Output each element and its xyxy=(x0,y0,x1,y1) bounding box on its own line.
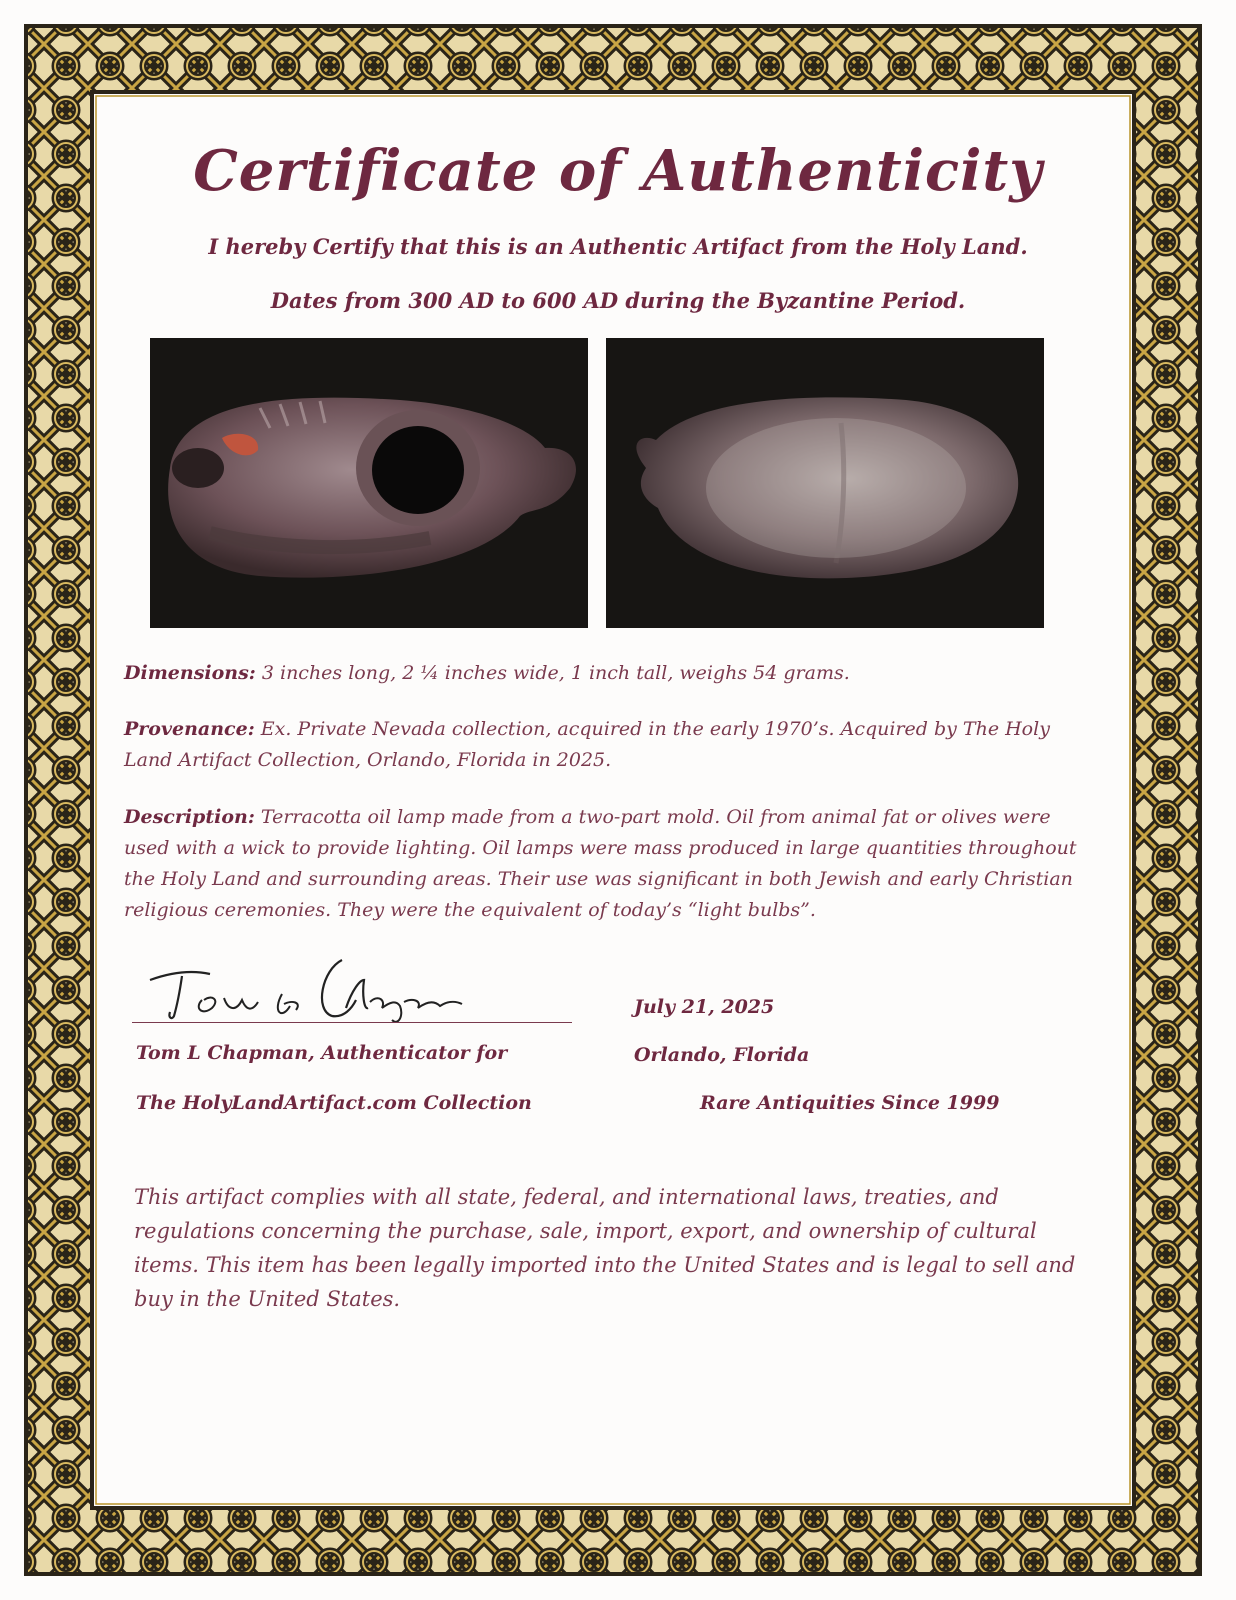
legal-compliance-text: This artifact complies with all state, federal, and international laws, treaties, and regulations concerning the purchase, sale, import, export, and ownership of cultural items. This item has been legally imported into the United States and is legal to sell and buy in the United States. xyxy=(134,1185,1076,1311)
lamp-photo-top xyxy=(150,338,588,628)
description-section xyxy=(124,802,1084,926)
signer-organization: The HolyLandArtifact.com Collection xyxy=(136,1092,532,1114)
certificate-content xyxy=(120,110,1116,1480)
provenance-label: Provenance: xyxy=(124,718,255,740)
certificate-date: July 21, 2025 xyxy=(634,996,775,1018)
dimensions-label: Dimensions: xyxy=(124,662,256,684)
handwritten-signature xyxy=(132,950,492,1030)
dimensions-text: 3 inches long, 2 ¼ inches wide, 1 inch tall, weighs 54 grams. xyxy=(261,662,850,684)
signer-name: Tom L Chapman, Authenticator for xyxy=(136,1042,508,1064)
certify-statement: I hereby Certify that this is an Authentic Artifact from the Holy Land. xyxy=(208,234,1028,259)
certificate-title: Certificate of Authenticity xyxy=(193,138,1043,204)
description-label: Description: xyxy=(124,806,255,828)
description-text: Terracotta oil lamp made from a two-part mold. Oil from animal fat or olives were used with a wick to provide lighting. Oil lamps were mass produced in large quantities throughout the Holy Land and surrounding areas. Their use was significant in both Jewish and early Christian religious ceremonies. They were the equivalent of today’s “light bulbs”. xyxy=(124,806,1077,921)
provenance-text: Ex. Private Nevada collection, acquired in the early 1970’s. Acquired by The Holy Land Artifact Collection, Orlando, Florida in 2025. xyxy=(124,718,1050,771)
signature-block xyxy=(132,950,572,1030)
dating-statement: Dates from 300 AD to 600 AD during the Byzantine Period. xyxy=(270,288,966,313)
provenance-section xyxy=(124,714,1084,776)
company-tagline: Rare Antiquities Since 1999 xyxy=(700,1092,1000,1114)
signature-line xyxy=(132,1022,572,1023)
dimensions-section xyxy=(124,658,1084,689)
certificate-location: Orlando, Florida xyxy=(634,1044,810,1066)
lamp-photo-bottom xyxy=(606,338,1044,628)
